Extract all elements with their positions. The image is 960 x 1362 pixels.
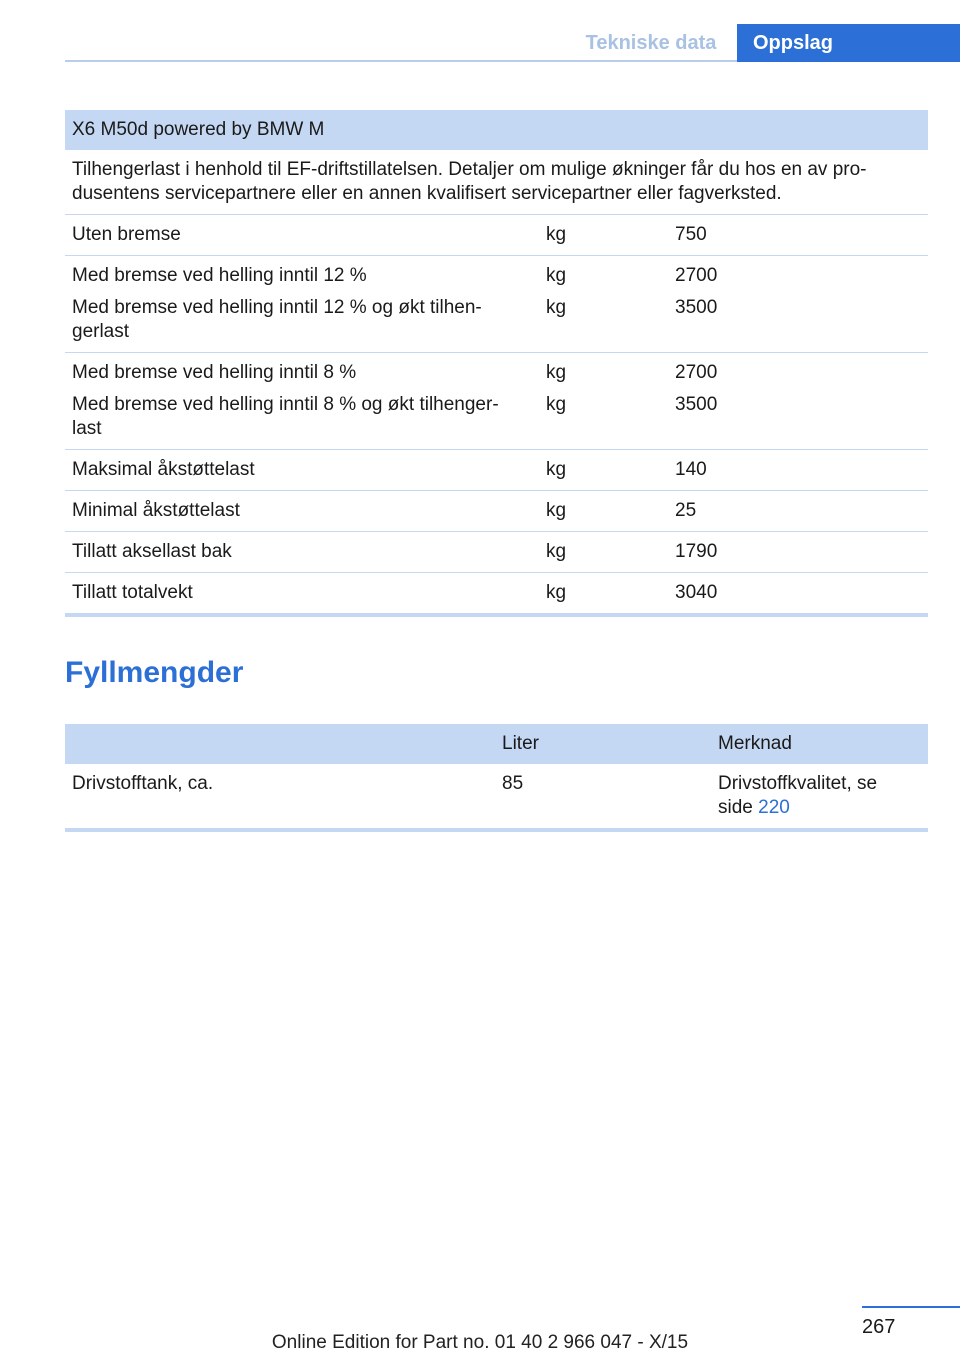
table-row [65, 353, 928, 450]
cell-label: Med bremse ved helling inntil 12 % [72, 265, 367, 286]
table-row [65, 764, 928, 828]
cell-label: Med bremse ved helling inntil 12 % og økt tilhen-gerlast [72, 297, 482, 342]
cell-label: Med bremse ved helling inntil 8 % [72, 362, 357, 383]
cell-label: Tillatt totalvekt [72, 582, 193, 603]
section-title: Fyllmengder [65, 656, 244, 689]
cell-label: Minimal åkstøttelast [72, 500, 240, 521]
table-row [65, 215, 928, 256]
edition-text: Online Edition for Part no. 01 40 2 966 047 - X/15 [271, 1332, 689, 1353]
table-row [65, 532, 928, 573]
row-note-text: Drivstoffkvalitet, se side [718, 773, 878, 818]
cell-label: Tillatt aksellast bak [72, 541, 232, 562]
table-title: X6 M50d powered by BMW M [72, 119, 325, 140]
footer-rule [862, 1306, 960, 1308]
table-note-row [65, 150, 928, 215]
cell-unit: kg [546, 459, 567, 480]
table-header [65, 724, 928, 764]
cell-value: 25 [675, 500, 697, 521]
fill-quantities-table [65, 724, 928, 832]
cell-unit: kg [546, 297, 567, 318]
page-number: 267 [862, 1316, 896, 1338]
cell-value: 750 [675, 224, 707, 245]
header-liter: Liter [502, 733, 539, 754]
cell-value: 3040 [675, 582, 718, 603]
cell-label: Uten bremse [72, 224, 181, 245]
cell-label: Med bremse ved helling inntil 8 % og økt tilhenger-last [72, 394, 499, 439]
cell-unit: kg [546, 265, 567, 286]
table-header [65, 110, 928, 150]
cell-unit: kg [546, 224, 567, 245]
cell-value: 3500 [675, 297, 718, 318]
cell-unit: kg [546, 500, 567, 521]
cell-value: 3500 [675, 394, 718, 415]
trailer-load-table [65, 110, 928, 617]
table-end-rule [65, 613, 928, 617]
header-note: Merknad [718, 733, 792, 754]
table-note: Tilhengerlast i henhold til EF-driftstillatelsen. Detaljer om mulige økninger får du hos en av pro-dusentens servicepartnere eller en annen kvalifisert servicepartner eller fagverksted. [72, 159, 867, 204]
cell-unit: kg [546, 582, 567, 603]
table-row [65, 450, 928, 491]
cell-value: 2700 [675, 362, 718, 383]
cell-unit: kg [546, 394, 567, 415]
row-label: Drivstofftank, ca. [72, 773, 214, 794]
page-link[interactable]: 220 [758, 797, 790, 818]
table-end-rule [65, 828, 928, 832]
table-row [65, 491, 928, 532]
row-note [718, 772, 928, 820]
tab-tekniske-data[interactable]: Tekniske data [585, 31, 717, 54]
table-row [65, 573, 928, 613]
cell-value: 1790 [675, 541, 718, 562]
cell-value: 140 [675, 459, 707, 480]
cell-unit: kg [546, 362, 567, 383]
cell-value: 2700 [675, 265, 718, 286]
table-row [65, 256, 928, 353]
cell-label: Maksimal åkstøttelast [72, 459, 255, 480]
tab-oppslag[interactable]: Oppslag [737, 24, 960, 62]
cell-unit: kg [546, 541, 567, 562]
row-liter: 85 [502, 773, 524, 794]
